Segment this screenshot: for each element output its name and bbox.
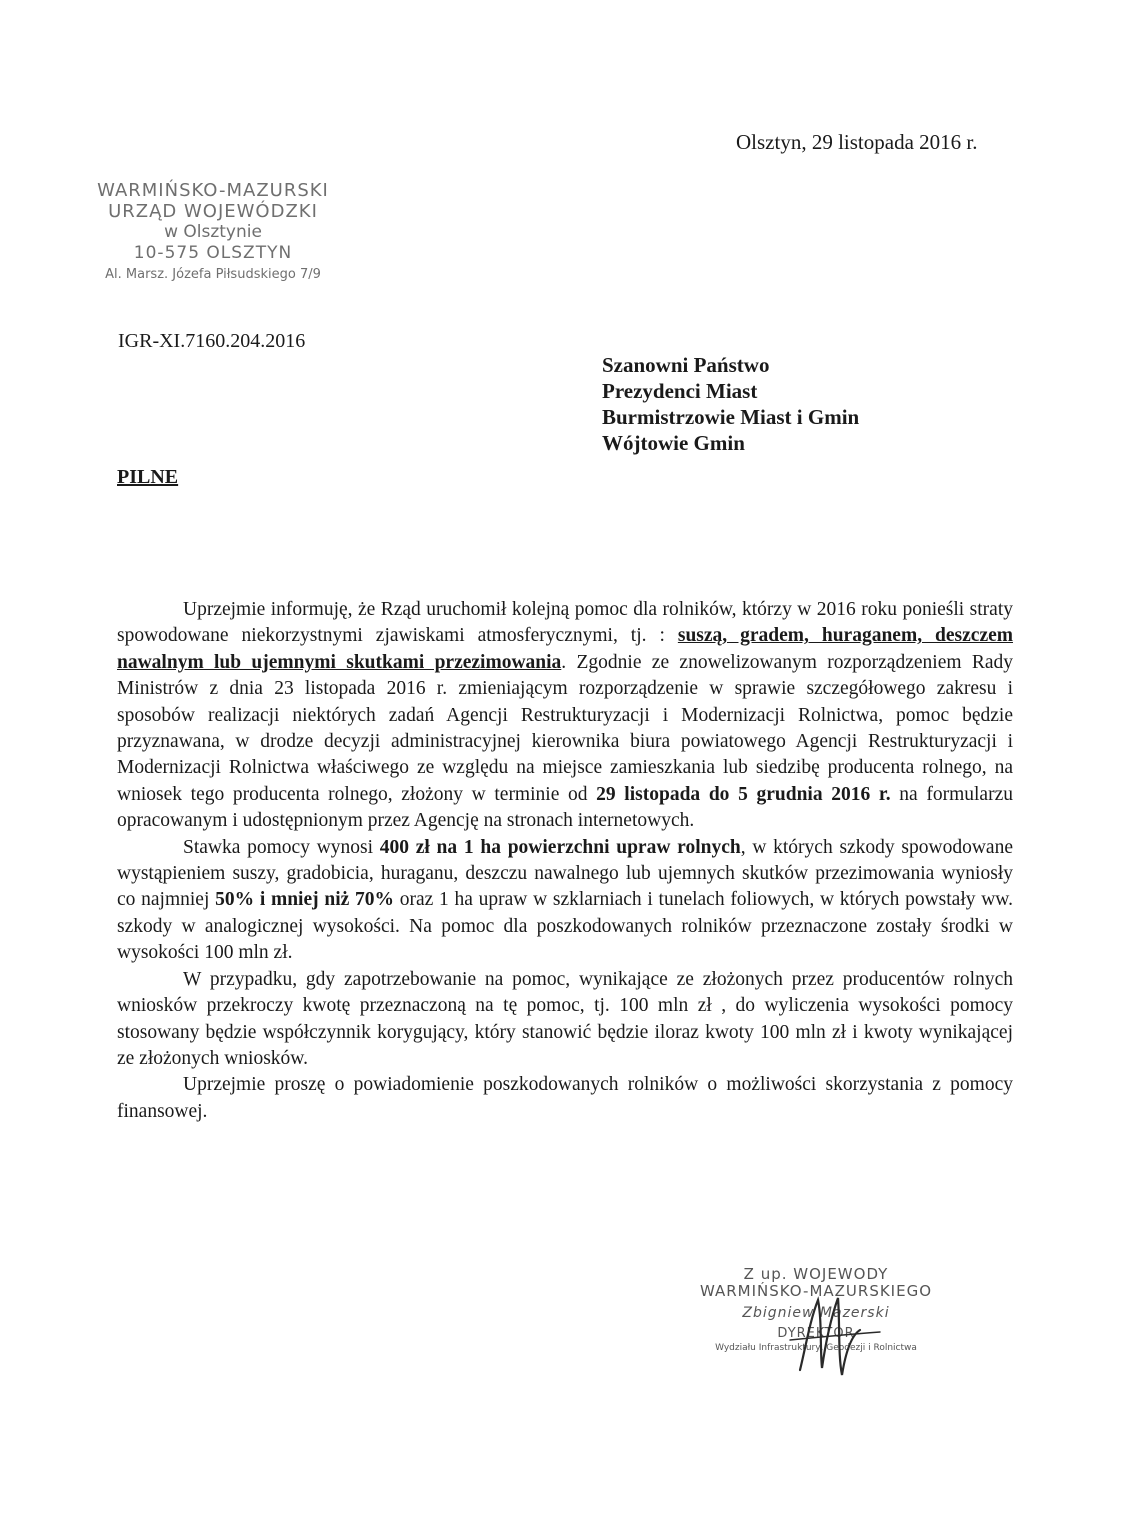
stamp-line-2: URZĄD WOJEWÓDZKI (108, 201, 318, 222)
addressee-line-1: Szanowni Państwo (602, 353, 770, 377)
addressee-line-3: Burmistrzowie Miast i Gmin (602, 405, 860, 429)
paragraph-2 (117, 835, 1013, 967)
p2-text-c: , w których szkody spowodowane wystąpieniem suszy, gradobicia, huraganu, deszczu nawalnego lub ujemnych skutków przezimowania wyniosły co najmniej (117, 836, 1013, 911)
p2-threshold: 50% i mniej niż 70% (215, 889, 394, 911)
signature-stamp-line-2: WARMIŃSKO-MAZURSKIEGO (699, 1282, 933, 1300)
signature-stamp-line-5: Wydziału Infrastruktury, Geodezji i Rolnictwa (715, 1343, 917, 1353)
signature-stamp-line-1: Z up. WOJEWODY (743, 1265, 889, 1283)
stamp-line-1: WARMIŃSKO-MAZURSKI (97, 180, 329, 201)
addressee-line-2: Prezydenci Miast (602, 379, 758, 403)
p1-underlined: suszą, gradem, huraganem, deszczem nawalnym lub ujemnymi skutkami przezimowania (117, 625, 1013, 673)
p2-text-a: Stawka pomocy wynosi (183, 836, 380, 858)
addressee-line-4: Wójtowie Gmin (602, 431, 745, 455)
p2-text-e: oraz 1 ha upraw w szklarniach i tunelach foliowych, w których powstały ww. szkody w analogicznej wysokości. Na pomoc dla poszkodowanych rolników przeznaczone zostały środki w wysokości 100 mln zł. (117, 889, 1013, 964)
p2-rate: 400 zł na 1 ha powierzchni upraw rolnych (379, 836, 741, 858)
p1-text-a: Uprzejmie informuję, że Rząd uruchomił kolejną pomoc dla rolników, którzy w 2016 roku ponieśli straty spowodowane niekorzystnymi zjawiskami atmosferycznymi, tj. : (117, 599, 1013, 647)
paragraph-1 (117, 597, 1013, 835)
signature-stamp-line-3: Zbigniew Mazerski (742, 1305, 890, 1321)
stamp-line-5: Al. Marsz. Józefa Piłsudskiego 7/9 (105, 267, 321, 282)
paragraph-4: Uprzejmie proszę o powiadomienie poszkodowanych rolników o możliwości skorzystania z pomocy finansowej. (117, 1074, 1013, 1122)
letter-date: Olsztyn, 29 listopada 2016 r. (736, 130, 978, 154)
p1-text-e: na formularzu opracowanym i udostępnionym przez Agencję na stronach internetowych. (117, 783, 1013, 832)
signature-stamp-line-4: DYREKTOR (777, 1326, 855, 1341)
reference-number: IGR-XI.7160.204.2016 (118, 330, 306, 352)
p1-deadline: 29 listopada do 5 grudnia 2016 r. (596, 783, 891, 805)
p1-text-c: . Zgodnie ze znowelizowanym rozporządzeniem Rady Ministrów z dnia 23 listopada 2016 r. zmieniającym rozporządzenie w sprawie szczegółowego zakresu i sposobów realizacji niektórych zadań Agencji Restrukturyzacji i Modernizacji Rolnictwa, pomoc będzie przyznawana, w drodze decyzji administracyjnej kierownika biura powiatowego Agencji Restrukturyzacji i Modernizacji Rolnictwa właściwego ze względu na miejsce zamieszkania lub siedzibę producenta rolnego, na wniosek tego producenta rolnego, złożony w terminie od (117, 651, 1013, 805)
letter-body (117, 597, 1013, 1125)
paragraph-3: W przypadku, gdy zapotrzebowanie na pomoc, wynikające ze złożonych przez producentów rolnych wniosków przekroczy kwotę przeznaczoną na tę pomoc, tj. 100 mln zł , do wyliczenia wysokości pomocy stosowany będzie współczynnik korygujący, który stanowić będzie iloraz kwoty 100 mln zł i kwoty wynikającej ze złożonych wniosków. (117, 968, 1013, 1069)
addressee-block (602, 352, 859, 456)
handwritten-signature (760, 1280, 900, 1390)
stamp-line-4: 10-575 OLSZTYN (133, 243, 293, 263)
office-stamp (78, 180, 348, 285)
stamp-line-3: w Olsztynie (164, 222, 262, 242)
urgent-label: PILNE (117, 466, 179, 488)
